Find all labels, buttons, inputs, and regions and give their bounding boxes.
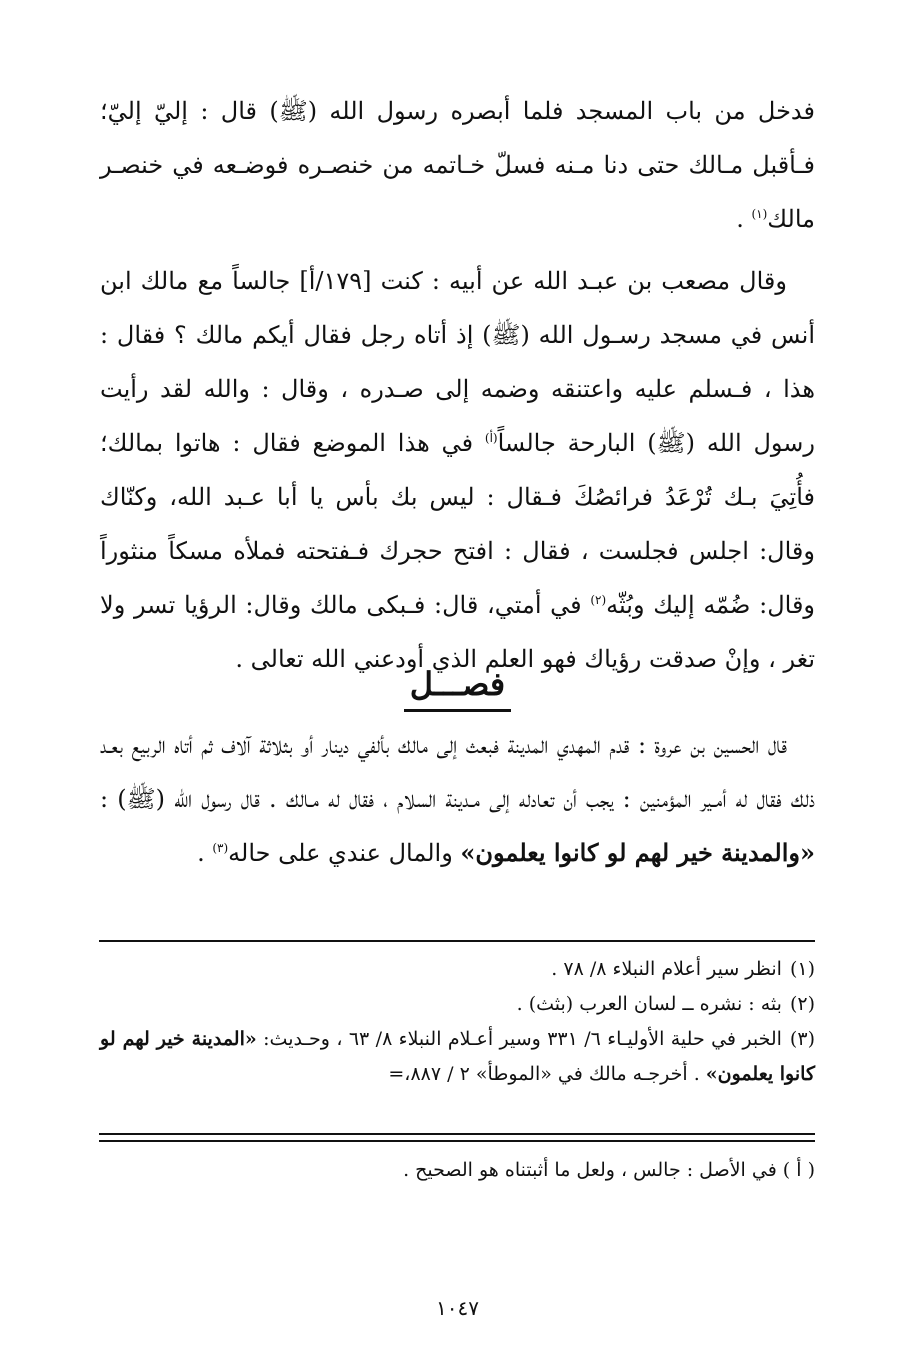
main-text-top — [100, 84, 815, 686]
section-heading — [0, 665, 915, 712]
footnote-ref[interactable]: (٣) — [212, 841, 229, 855]
hadith-quote: «المدينة خير لهم لو كانوا يعلمون» — [100, 1028, 815, 1085]
paragraph — [100, 84, 815, 246]
footnote-ref[interactable]: (١) — [751, 207, 768, 221]
paragraph-text: . — [736, 205, 752, 233]
paragraph-text: . — [197, 839, 213, 867]
paragraph-text: والمال عندي على حاله — [228, 839, 461, 867]
paragraph-text: في أمتي، قال: فـبكى مالك وقال: الرؤيا تسر ولا تغر ، وإنْ صدقت رؤياك فهو العلم الذي أودعني الله تعالى . — [100, 591, 815, 673]
paragraph — [100, 718, 815, 880]
footnote — [100, 1022, 815, 1092]
footnote-ref[interactable]: (٢) — [590, 593, 607, 607]
footnote — [100, 987, 815, 1022]
footnote-text: . أخرجـه مالك في «الموطأ» ٢ / ٨٨٧،= — [388, 1063, 706, 1085]
page-number: ١٠٤٧ — [436, 1296, 479, 1320]
hadith-quote: «والمدينة خير لهم لو كانوا يعلمون» — [460, 838, 815, 867]
apparatus-divider — [99, 1140, 815, 1142]
paragraph-text: في هذا الموضع فقال : هاتوا بمالك؛ فأُتِيَ بـك تُرْعَدُ فرائصُكَ فـقال : ليس بك بأس يا أبا عـبد الله، وكنّاك وقال: اجلس فجلست ، فقال : افتح حجرك فـفتحته فملأه مسكاً منثوراً وقال: ضُمّه إليك وبُثّه — [100, 429, 816, 619]
footnote — [100, 952, 815, 987]
footnotes — [100, 952, 815, 1092]
critical-apparatus — [100, 1153, 815, 1188]
section-title: فصـــل — [404, 665, 511, 712]
footnote-text: الخبر في حلية الأوليـاء ٦/ ٣٣١ وسير أعـلام النبلاء ٨/ ٦٣ ، وحـديث: — [256, 1028, 782, 1050]
footnote-text: بثه : نشره ــ لسان العرب (بثث) . — [516, 993, 782, 1015]
footnote-divider — [99, 940, 815, 942]
footnote-number: (١) — [789, 958, 815, 980]
footnote-text: انظر سير أعلام النبلاء ٨/ ٧٨ . — [551, 958, 782, 980]
paragraph-text: وقال مصعب بن عبـد الله عن أبيه : كنت [١٧٩/أ] جالساً مع مالك ابن أنس في مسجد رسـول الله (ﷺ) إذ أتاه رجل فقال أيكم مالك ؟ فقال : هذا ، فـسلم عليه واعتنقه وضمه إلى صـدره ، وقال : والله لقد رأيت رسول الله (ﷺ) البارحة جالساً — [100, 267, 816, 457]
footnote-number: (٢) — [789, 993, 815, 1015]
apparatus-ref[interactable]: (أ) — [484, 431, 498, 445]
paragraph-text: قال الحسين بن عروة : قدم المهدي المدينة فبعث إلى مالك بألفي دينار أو بثلاثة آلاف ثم أتاه الربيع بعـد ذلك فقال له أمـير المؤمنين : يجب أن تعادله إلى مـدينة السلام ، فقال له مـالك . قال رسول الله (ﷺ) : — [100, 731, 815, 813]
paragraph — [100, 254, 815, 686]
apparatus-note: ( أ ) في الأصل : جالس ، ولعل ما أثبتناه هو الصحيح . — [403, 1159, 815, 1181]
footnote-number: (٣) — [789, 1028, 815, 1050]
paragraph-text: فدخل من باب المسجد فلما أبصره رسول الله (ﷺ) قال : إليّ إليّ؛ فـأقبل مـالك حتى دنا مـنه فسلّ خـاتمه من خنصـره فوضـعه في خنصـر مالك — [100, 97, 815, 233]
main-text-section — [100, 718, 815, 880]
apparatus-divider — [99, 1133, 815, 1135]
